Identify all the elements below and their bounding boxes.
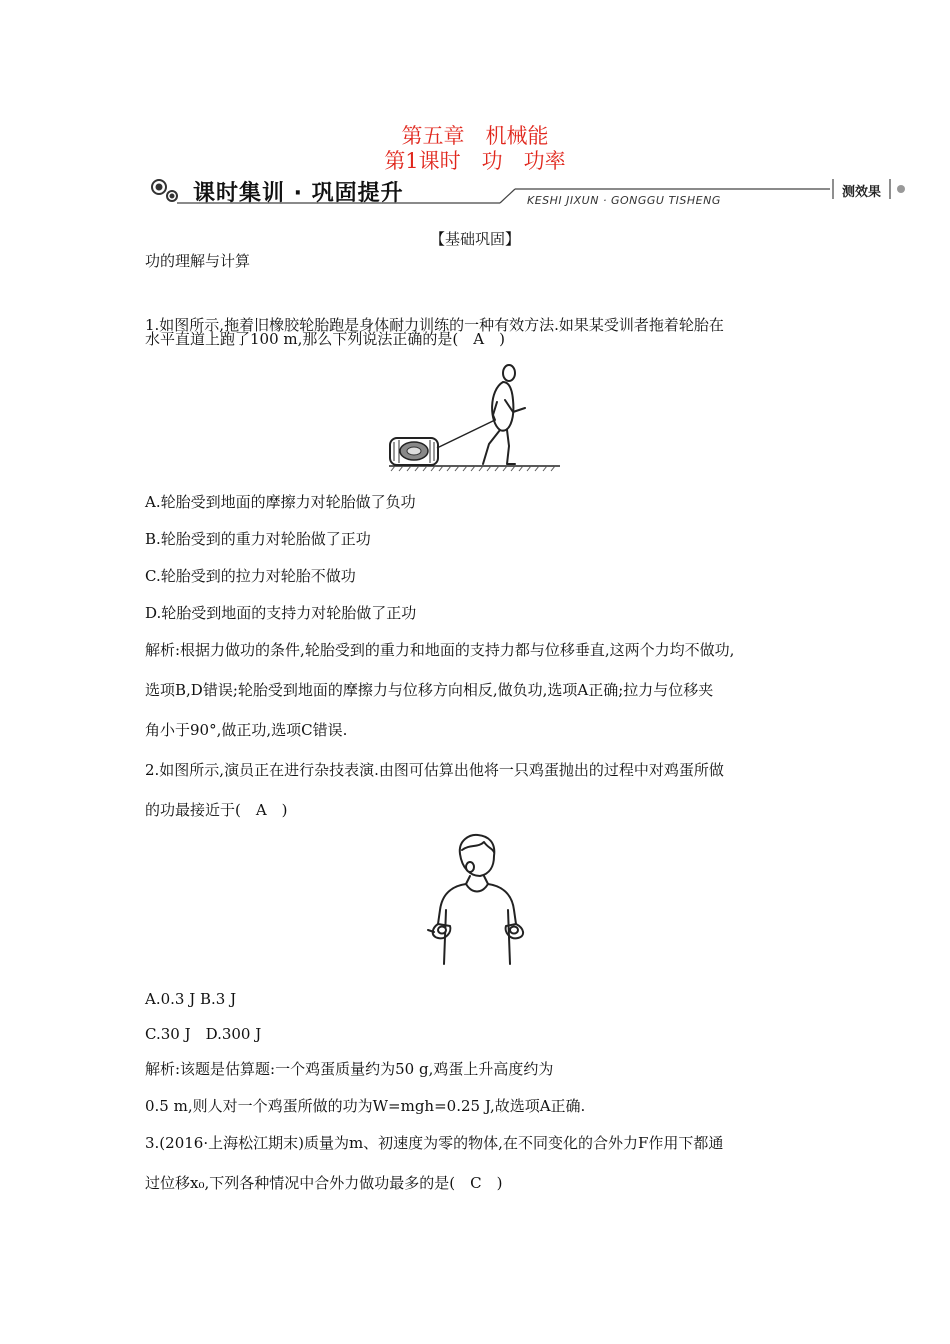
chapter-title: 第五章 机械能 bbox=[401, 124, 549, 148]
juggler-figure bbox=[418, 832, 538, 970]
section-banner bbox=[145, 175, 935, 215]
tire-runner-figure bbox=[385, 360, 565, 472]
q3-stem-line2: 过位移x₀,下列各种情况中合外力做功最多的是( C ) bbox=[145, 1174, 503, 1192]
q3-stem-line1: 3.(2016·上海松江期末)质量为m、初速度为零的物体,在不同变化的合外力F作用下都通 bbox=[145, 1134, 724, 1152]
q2-analysis-line1: 解析:该题是估算题:一个鸡蛋质量约为50 g,鸡蛋上升高度约为 bbox=[145, 1060, 554, 1078]
q1-stem-line1: 1.如图所示,拖着旧橡胶轮胎跑是身体耐力训练的一种有效方法.如果某受训者拖着轮胎在 bbox=[145, 316, 724, 334]
q2-stem-line2: 的功最接近于( A ) bbox=[145, 801, 288, 819]
banner-title: 课时集训 · 巩固提升 bbox=[193, 181, 404, 206]
q2-options-line2: C.30 J D.300 J bbox=[145, 1025, 262, 1043]
lesson-title: 第1课时 功 功率 bbox=[384, 149, 566, 173]
q1-option-a: A.轮胎受到地面的摩擦力对轮胎做了负功 bbox=[145, 493, 416, 511]
q2-options-line1: A.0.3 J B.3 J bbox=[145, 990, 237, 1008]
topic-heading: 功的理解与计算 bbox=[145, 252, 251, 270]
q1-option-c: C.轮胎受到的拉力对轮胎不做功 bbox=[145, 567, 356, 585]
q1-analysis-line1: 解析:根据力做功的条件,轮胎受到的重力和地面的支持力都与位移垂直,这两个力均不做功, bbox=[145, 641, 735, 659]
flower-icon bbox=[897, 185, 905, 193]
q2-analysis-line2: 0.5 m,则人对一个鸡蛋所做的功为W=mgh=0.25 J,故选项A正确. bbox=[145, 1097, 586, 1115]
q1-option-d: D.轮胎受到地面的支持力对轮胎做了正功 bbox=[145, 604, 417, 622]
q1-analysis-line2: 选项B,D错误;轮胎受到地面的摩擦力与位移方向相反,做负功,选项A正确;拉力与位移夹 bbox=[145, 681, 714, 699]
gear-icon bbox=[152, 180, 177, 201]
q1-option-b: B.轮胎受到的重力对轮胎做了正功 bbox=[145, 530, 371, 548]
q1-stem-line2: 水平直道上跑了100 m,那么下列说法正确的是( A ) bbox=[145, 330, 505, 348]
section-heading: 【基础巩固】 bbox=[429, 230, 520, 248]
q1-analysis-line3: 角小于90°,做正功,选项C错误. bbox=[145, 721, 348, 739]
banner-tag: 测效果 bbox=[842, 185, 882, 200]
banner-subtitle: KESHI JIXUN · GONGGU TISHENG bbox=[527, 194, 721, 207]
q2-stem-line1: 2.如图所示,演员正在进行杂技表演.由图可估算出他将一只鸡蛋抛出的过程中对鸡蛋所做 bbox=[145, 761, 724, 779]
